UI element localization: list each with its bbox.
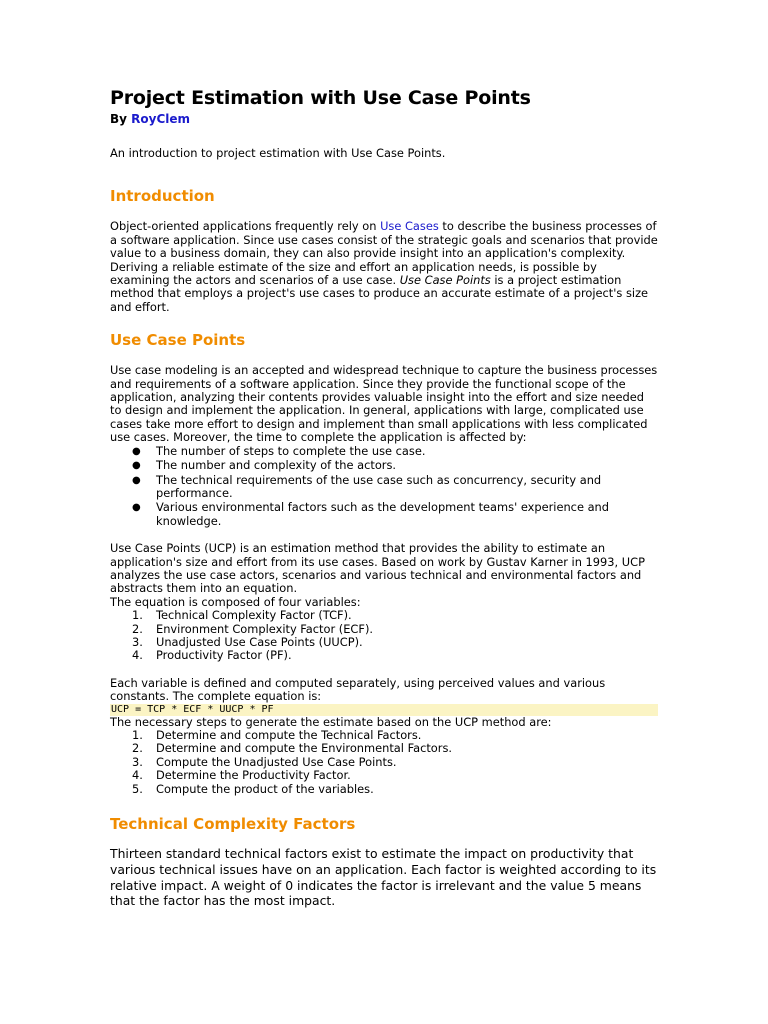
introduction-paragraph <box>110 220 658 314</box>
variables-intro: The equation is composed of four variables: <box>110 594 361 609</box>
article <box>110 86 658 909</box>
heading-introduction: Introduction <box>110 187 215 206</box>
bullet-icon: ● <box>132 502 141 514</box>
ucp-modeling-paragraph: Use case modeling is an accepted and widespread technique to capture the business processes and requirements of a software application. Since they provide the functional scope of the application, analyzing their contents provides valuable insight into the effort and size needed to design and implement the application. In general, applications with large, complicated use cases take more effort to design and implement than small applications with less complicated use cases. Moreover, the time to complete the application is affected by: <box>110 363 658 445</box>
list-item: 1. Determine and compute the Technical Factors. <box>132 728 422 742</box>
author-link[interactable]: RoyClem <box>131 112 191 126</box>
ucp-definition-paragraph: Use Case Points (UCP) is an estimation method that provides the ability to estimate an application's size and effort from its use cases. Based on work by Gustav Karner in 1993, UCP analyzes the use case actors, scenarios and various technical and environmental factors and abstracts them into an equation. <box>110 541 645 596</box>
byline <box>110 111 658 127</box>
variables-list <box>110 609 658 663</box>
list-item: 4. Determine the Productivity Factor. <box>132 768 351 783</box>
list-item: ● The number of steps to complete the use case. <box>132 443 426 458</box>
heading-use-case-points: Use Case Points <box>110 331 246 350</box>
list-item: ● The number and complexity of the actors. <box>132 458 397 473</box>
bullet-icon: ● <box>132 445 141 457</box>
intro-italic: Use Case Points <box>399 273 491 288</box>
list-item: 3. Unadjusted Use Case Points (UUCP). <box>132 634 363 649</box>
equation-code-block: UCP = TCP * ECF * UUCP * PF <box>110 704 658 716</box>
list-item: ● Various environmental factors such as the development teams' experience and knowledge. <box>132 500 609 528</box>
list-item: 2. Determine and compute the Environmental Factors. <box>132 741 452 756</box>
list-item: 4. Productivity Factor (PF). <box>132 648 292 663</box>
intro-text-1: Object-oriented applications frequently rely on <box>110 219 381 234</box>
intro-text-3: is a project estimation method that employs a project's use cases to produce an accurate estimate of a project's size and effort. <box>110 273 649 314</box>
bullet-icon: ● <box>132 460 141 472</box>
intro-text-2: to describe the business processes of a software application. Since use cases consist of the strategic goals and scenarios that provide value to a business domain, they can also provide insight into an application's complexity. Deriving a reliable estimate of the size and effort an application needs, is possible by examining the actors and scenarios of a use case. <box>110 219 658 288</box>
heading-technical-complexity-factors: Technical Complexity Factors <box>110 815 356 834</box>
list-item: 5. Compute the product of the variables. <box>132 781 374 796</box>
steps-intro: The necessary steps to generate the estimate based on the UCP method are: <box>110 714 552 729</box>
list-item: 2. Environment Complexity Factor (ECF). <box>132 621 374 636</box>
technical-factors-paragraph: Thirteen standard technical factors exist to estimate the impact on productivity that various technical issues have on an application. Each factor is weighted according to its relative impact. A weight of 0 indicates the factor is irrelevant and the value 5 means that the factor has the most impact. <box>110 846 657 909</box>
list-item: 3. Compute the Unadjusted Use Case Points. <box>132 754 397 769</box>
list-item: 1. Technical Complexity Factor (TCF). <box>132 608 352 623</box>
list-item: ● The technical requirements of the use case such as concurrency, security and performance. <box>132 472 602 500</box>
use-cases-link[interactable]: Use Cases <box>380 219 439 234</box>
bullet-icon: ● <box>132 474 141 486</box>
article-summary: An introduction to project estimation with Use Case Points. <box>110 146 446 160</box>
steps-list <box>110 729 658 796</box>
article-title: Project Estimation with Use Case Points <box>110 87 531 109</box>
equation-intro: Each variable is defined and computed separately, using perceived values and various constants. The complete equation is: <box>110 675 606 704</box>
by-label: By <box>110 112 127 126</box>
factor-bullet-list <box>110 445 658 528</box>
